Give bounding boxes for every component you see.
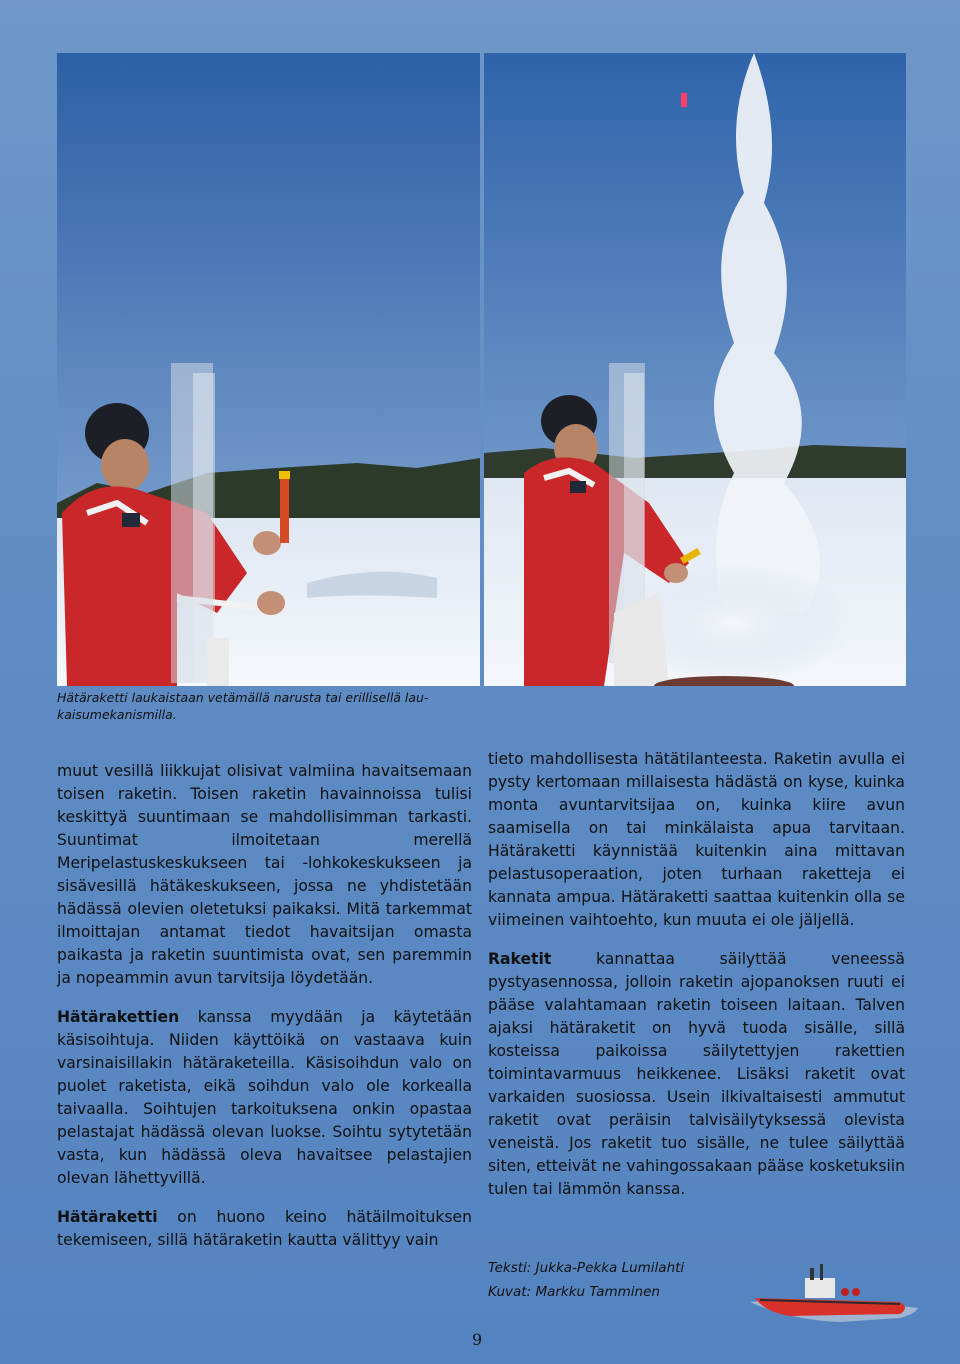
term-raketit: Raketit xyxy=(488,950,552,968)
left-column xyxy=(57,760,472,1268)
right-paragraph-2: Raketit kannattaa säilyttää veneessä pystyasennossa, jolloin raketin ajopanoksen ruuti ei pääse valahtamaan raketin toiseen laitaan. Talven ajaksi hätäraketit on hyvä tuoda sisälle, sillä kosteissa paikoissa säilytettyjen rakettien toimintavarmuus heikkenee. Lisäksi raketit ovat varkaiden suosiossa. Usein ilkivaltaisesti ammutut raketit ovat peräisin talvisäilytyksessä olevista veneistä. Jos raketit tuo sisälle, ne tulee säilyttää siten, etteivät ne vahingossakaan pääse kosketuksiin tulen tai lämmön kanssa. xyxy=(488,950,905,1198)
left-paragraph-3: Hätäraketti on huono keino hätäilmoituksen tekemiseen, sillä hätäraketin kautta välittyy vain xyxy=(57,1208,472,1249)
credits xyxy=(488,1256,684,1304)
right-paragraph-1: tieto mahdollisesta hätätilanteesta. Raketin avulla ei pysty kertomaan millaisesta hädästä on kyse, kuinka monta avuntarvitsijaa on, kuinka kiire avun saamisella on tai minkälaista apua tarvitaan. Hätäraketti käynnistää kuitenkin aina mittavan pelastusoperaation, joten turhaan raketteja ei kannata ampua. Hätäraketti saattaa kuitenkin olla se viimeinen vaihtoehto, kun muuta ei ole jäljellä. xyxy=(488,750,905,929)
caption-line-2: kaisumekanismilla. xyxy=(57,707,177,722)
left-paragraph-2: Hätärakettien kanssa myydään ja käytetään käsisoihtuja. Niiden käyttöikä on vastaava kuin varsinaisillakin hätäraketeilla. Käsisoihdun valo on puolet raketista, eikä soihdun valo ole korkealla taivaalla. Soihtujen tarkoituksena onkin opastaa pelastajat hädässä olevan luokse. Soihtu sytytetään vasta, kun hädässä oleva havaitsee pelastajien olevan lähettyvillä. xyxy=(57,1008,472,1187)
rescuer-launching-flare-photo xyxy=(484,53,906,686)
term-hataraketti: Hätäraketti xyxy=(57,1208,158,1226)
photo-flare-holding xyxy=(57,53,480,686)
term-hatarakettien: Hätärakettien xyxy=(57,1008,180,1026)
photo-caption xyxy=(57,689,477,723)
right-column xyxy=(488,748,905,1217)
rescuer-holding-flare-photo xyxy=(57,53,480,686)
credit-photos: Kuvat: Markku Tamminen xyxy=(488,1284,660,1300)
credit-text: Teksti: Jukka-Pekka Lumilahti xyxy=(488,1260,685,1276)
left-paragraph-1: muut vesillä liikkujat olisivat valmiina havaitsemaan toisen raketin. Toisen raketin havainnoissa tulisi keskittyä suuntimaan se mahdollisimman tarkasti. Suuntimat ilmoitetaan merellä Meripelastuskeskukseen tai -lohkokeskukseen ja sisävesillä hätäkeskukseen, jossa ne yhdistetään hädässä olevien oletetuksi paikaksi. Mitä tarkemmat ilmoittajan antamat tiedot havaitsijan omasta paikasta ja raketin suuntimista ovat, sen paremmin ja nopeammin avun tarvitsija löydetään. xyxy=(57,762,472,987)
boat-image xyxy=(750,1262,920,1330)
photo-flare-launch xyxy=(484,53,906,686)
caption-line-1: Hätäraketti laukaistaan vetämällä narusta tai erillisellä lau- xyxy=(57,690,429,705)
page-number: 9 xyxy=(472,1330,483,1349)
rescue-boat-icon xyxy=(750,1262,920,1330)
